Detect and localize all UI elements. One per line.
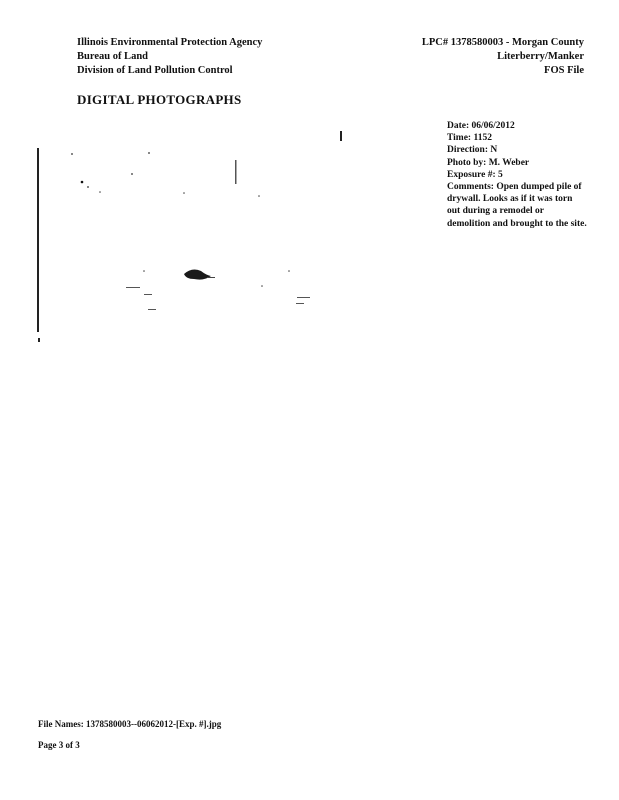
bureau-name: Bureau of Land <box>77 51 148 62</box>
photo-date: Date: 06/06/2012 <box>447 121 515 131</box>
page-number: Page 3 of 3 <box>38 740 80 750</box>
photo-direction: Direction: N <box>447 145 498 156</box>
photo-comments: Comments: Open dumped pile of drywall. Looks as if it was torn out during a remodel or demolition and brought to the site. <box>447 182 587 229</box>
photo-image <box>34 126 374 352</box>
site-header <box>422 36 584 78</box>
lpc-number: LPC# 1378580003 - Morgan County <box>421 37 584 48</box>
page-title: DIGITAL PHOTOGRAPHS <box>77 92 242 107</box>
photo-time: Time: 1152 <box>447 133 492 144</box>
site-name: Literberry/Manker <box>497 51 584 62</box>
photographer: Photo by: M. Weber <box>447 157 530 168</box>
agency-header <box>77 36 262 78</box>
exposure-number: Exposure #: 5 <box>447 169 503 180</box>
photo-details <box>447 120 587 230</box>
agency-name: Illinois Environmental Protection Agency <box>77 37 263 48</box>
division-name: Division of Land Pollution Control <box>77 65 233 76</box>
file-names: File Names: 1378580003--06062012-[Exp. #].jpg <box>38 719 222 729</box>
file-type: FOS File <box>544 65 584 76</box>
